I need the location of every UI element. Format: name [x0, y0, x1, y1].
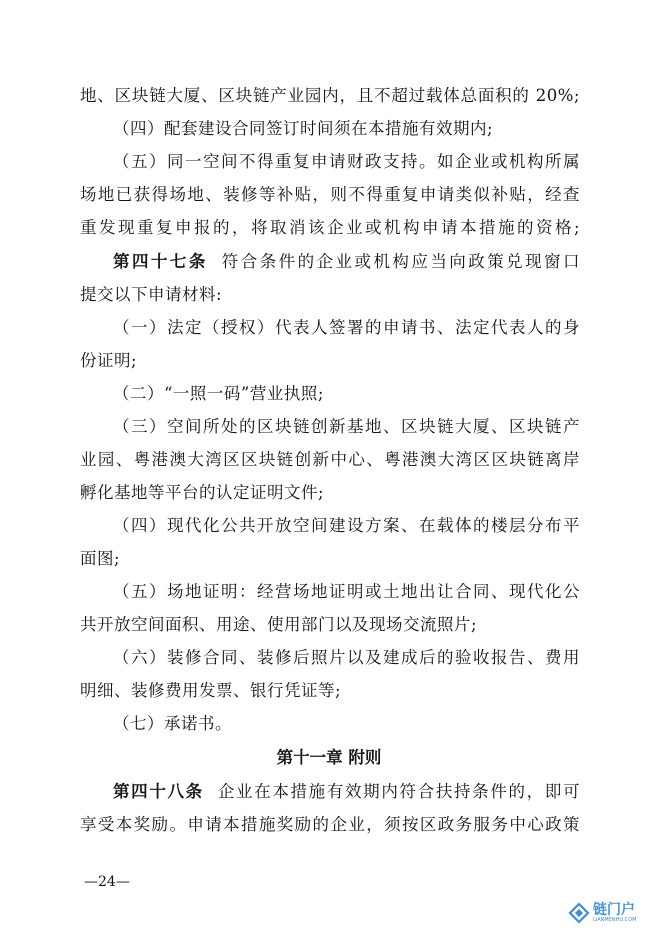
paragraph-line: （五）同一空间不得重复申请财政支持。如企业或机构所属 [113, 152, 580, 171]
article-47-number: 第四十七条 [113, 252, 208, 271]
list-item-line: 业园、粤港澳大湾区区块链创新中心、粤港澳大湾区区块链离岸 [80, 450, 580, 469]
paragraph-line: （四）配套建设合同签订时间须在本措施有效期内; [113, 119, 494, 138]
site-watermark [568, 900, 648, 926]
article-48-text: 企业在本措施有效期内符合扶持条件的，即可 [217, 782, 581, 801]
paragraph-line: 享受本奖励。申请本措施奖励的企业，须按区政务服务中心政策 [80, 815, 580, 834]
chain-logo-icon [568, 902, 590, 924]
list-item-line: 份证明; [80, 351, 138, 370]
list-item-line: （一）法定（授权）代表人签署的申请书、法定代表人的身 [113, 318, 580, 337]
list-item-line: （三）空间所处的区块链创新基地、区块链大厦、区块链产 [113, 417, 580, 436]
paragraph-line: 提交以下申请材料: [80, 285, 223, 304]
paragraph-line: 地、区块链大厦、区块链产业园内，且不超过载体总面积的 20%; [80, 86, 580, 105]
article-48-heading-line [113, 777, 580, 807]
page-number: —24— [84, 874, 130, 890]
chapter-heading: 第十一章 附则 [276, 748, 382, 767]
list-item-line: （四）现代化公共开放空间建设方案、在载体的楼层分布平 [113, 516, 580, 535]
list-item-line: 面图; [80, 549, 121, 568]
paragraph-line: 场地已获得场地、装修等补贴，则不得重复申请类似补贴，经查 [80, 185, 580, 204]
list-item-line: （二）“一照一码”营业执照; [113, 384, 324, 403]
article-47-text: 符合条件的企业或机构应当向政策兑现窗口 [221, 252, 581, 271]
list-item-line: （六）装修合同、装修后照片以及建成后的验收报告、费用 [113, 648, 580, 667]
paragraph-line: 重发现重复申报的，将取消该企业或机构申请本措施的资格; [80, 218, 580, 237]
list-item-line: 明细、装修费用发票、银行凭证等; [80, 681, 342, 700]
list-item-line: 共开放空间面积、用途、使用部门以及现场交流照片; [80, 615, 478, 634]
list-item-line: （五）场地证明：经营场地证明或土地出让合同、现代化公 [113, 582, 580, 601]
watermark-url: LIANMENHU.COM [593, 917, 637, 923]
watermark-title: 链门户 [593, 902, 635, 918]
list-item-line: （七）承诺书。 [113, 714, 232, 733]
article-48-number: 第四十八条 [113, 782, 204, 801]
list-item-line: 孵化基地等平台的认定证明文件; [80, 483, 325, 502]
article-47-heading-line [113, 247, 580, 277]
